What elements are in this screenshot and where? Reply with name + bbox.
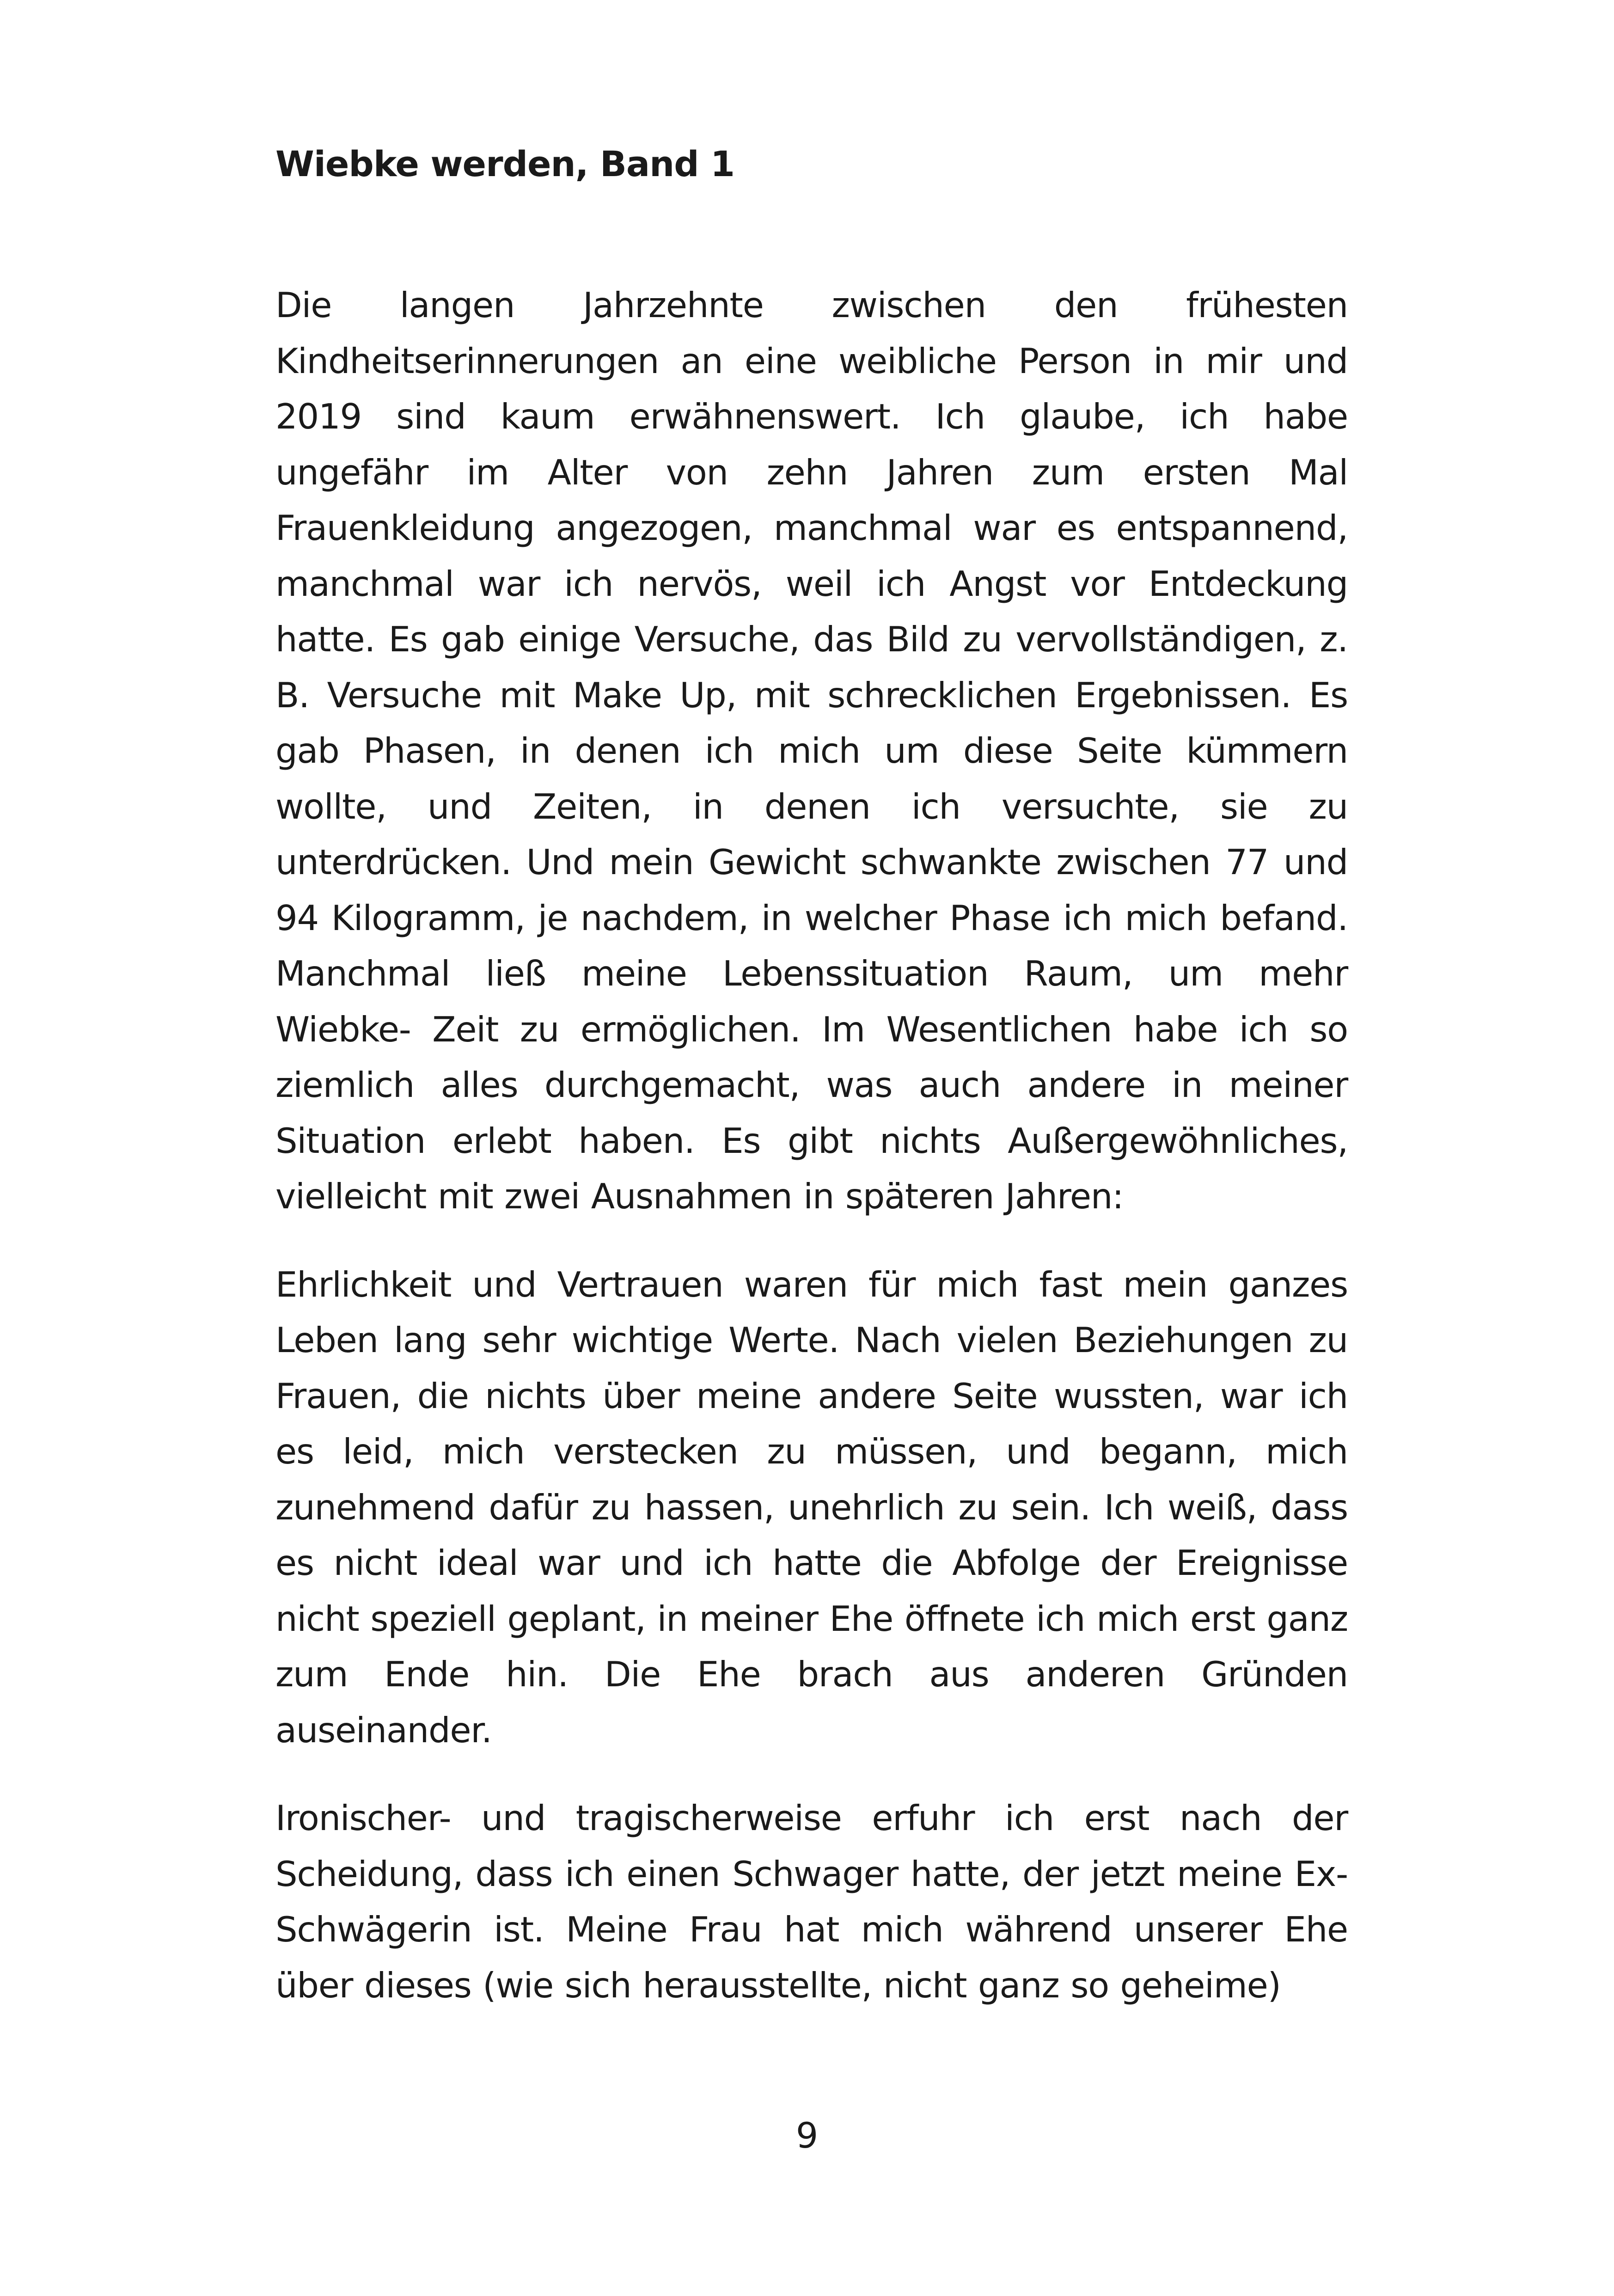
page-number: 9 <box>795 2115 819 2156</box>
running-header-title: Wiebke werden, Band 1 <box>275 143 735 184</box>
paragraph-2: Ehrlichkeit und Vertrauen waren für mich fast mein ganzes Leben lang sehr wichtige Werte. Nach vielen Beziehungen zu Frauen, die nichts über meine andere Seite wussten, war ich es leid, mich verstecken zu müssen, und begann, mich zunehmend dafür zu hassen, unehrlich zu sein. Ich weiß, dass es nicht ideal war und ich hatte die Abfolge der Ereignisse nicht speziell geplant, in meiner Ehe öffnete ich mich erst ganz zum Ende hin. Die Ehe brach aus anderen Gründen auseinander. <box>275 1264 1348 1751</box>
paragraph-3: Ironischer- und tragischerweise erfuhr ich erst nach der Scheidung, dass ich einen Schwager hatte, der jetzt meine Ex-Schwägerin ist. Meine Frau hat mich während unserer Ehe über dieses (wie sich herausstellte, nicht ganz so geheime) <box>275 1798 1348 2006</box>
body-text <box>275 277 1348 2045</box>
paragraph-1: Die langen Jahrzehnte zwischen den frühesten Kindheitserinnerungen an eine weibliche Person in mir und 2019 sind kaum erwähnenswert. Ich glaube, ich habe ungefähr im Alter von zehn Jahren zum ersten Mal Frauenkleidung angezogen, manchmal war es entspannend, manchmal war ich nervös, weil ich Angst vor Entdeckung hatte. Es gab einige Versuche, das Bild zu vervollständigen, z. B. Versuche mit Make Up, mit schrecklichen Ergebnissen. Es gab Phasen, in denen ich mich um diese Seite kümmern wollte, und Zeiten, in denen ich versuchte, sie zu unterdrücken. Und mein Gewicht schwankte zwischen 77 und 94 Kilogramm, je nachdem, in welcher Phase ich mich befand. Manchmal ließ meine Lebenssituation Raum, um mehr Wiebke- Zeit zu ermöglichen. Im Wesentlichen habe ich so ziemlich alles durchgemacht, was auch andere in meiner Situation erlebt haben. Es gibt nichts Außergewöhnliches, vielleicht mit zwei Ausnahmen in späteren Jahren: <box>275 285 1348 1217</box>
